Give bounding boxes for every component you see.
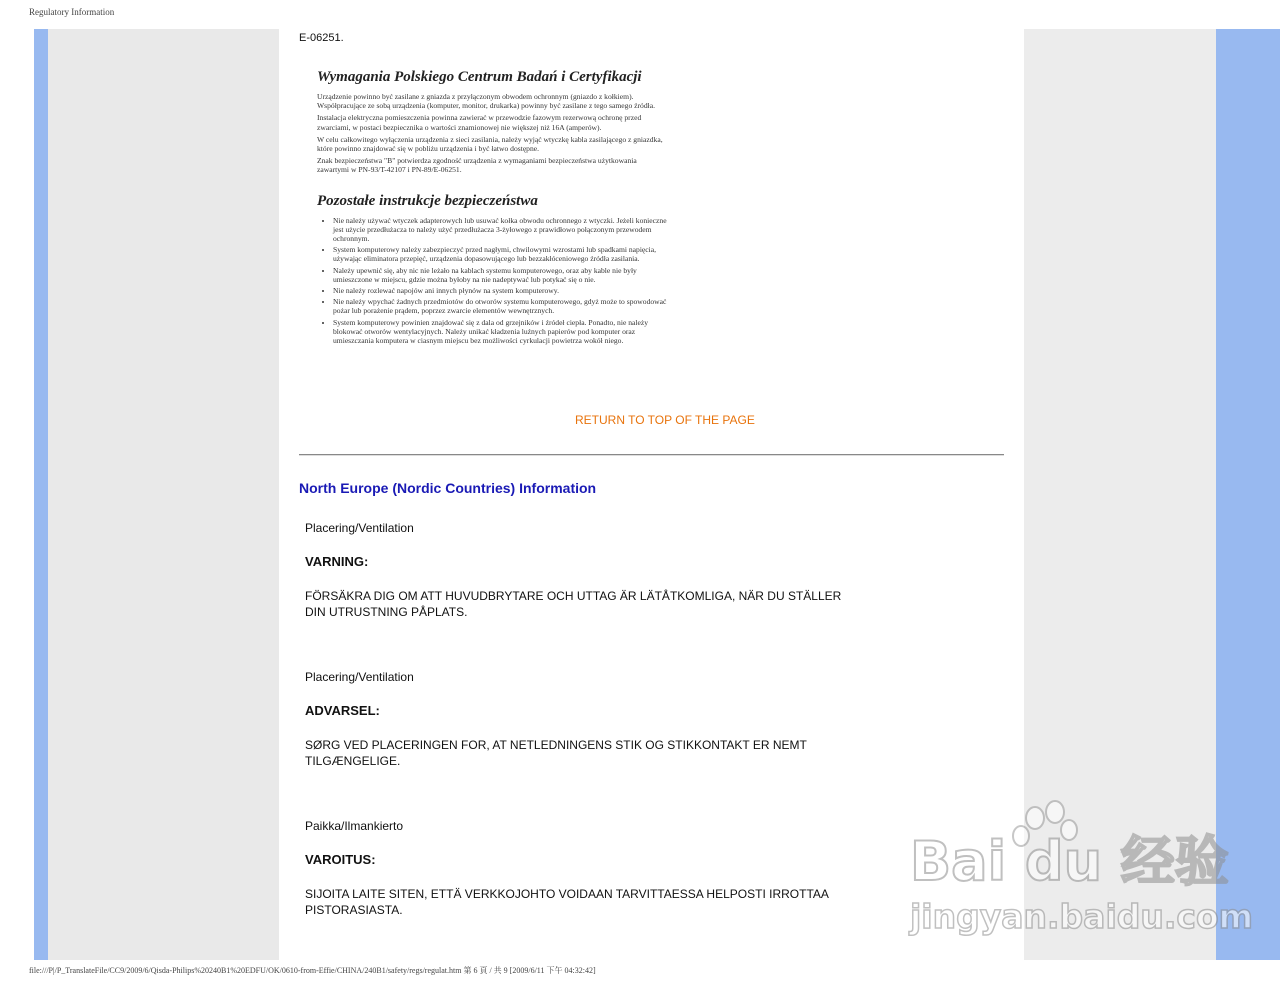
- scan-bullet: • Nie należy rozlewać napojów ani innych płynów na system komputerowy.: [333, 286, 667, 295]
- scan-heading-2: Pozostałe instrukcje bezpieczeństwa: [317, 192, 538, 209]
- right-blue-bar: [1216, 29, 1280, 960]
- warning-heading: ADVARSEL:: [305, 703, 380, 718]
- warning-heading: VARNING:: [305, 554, 369, 569]
- warning-text: SØRG VED PLACERINGEN FOR, AT NETLEDNINGENS STIK OG STIKKONTAKT ER NEMT TILGÆNGELIGE.: [305, 738, 807, 768]
- scan-bullet: • Nie należy wpychać żadnych przedmiotów do otworów systemu komputerowego, gdyż może to spowodować pożar lub porażenie prądem, poprzez zwarcie elementów wewnętrznych.: [333, 297, 667, 315]
- warning-text: FÖRSÄKRA DIG OM ATT HUVUDBRYTARE OCH UTTAG ÄR LÄTÅTKOMLIGA, NÄR DU STÄLLER DIN UTRUSTNING PÅPLATS.: [305, 589, 842, 619]
- horizontal-divider: [299, 454, 1004, 456]
- scan-heading-1: Wymagania Polskiego Centrum Badań i Certyfikacji: [317, 69, 642, 85]
- print-footer: file:///P|/P_TranslateFile/CC9/2009/6/Qisda-Philips%20240B1%20EDFU/OK/0610-from-Effie/CHINA/240B1/safety/regs/regulat.htm 第 6 頁 / 共 9 [2009/6/11 下午 04:32:42]: [29, 966, 596, 975]
- scan-paragraph: Instalacja elektryczna pomieszczenia powinna zawierać w przewodzie fazowym rezerwową ochronę przed zwarciami, w postaci bezpiecznika o wartości znamionowej nie większej niż 16A (amperów).: [317, 113, 642, 132]
- scan-bullet: • System komputerowy należy zabezpieczyć przed nagłymi, chwilowymi wzrostami lub spadkami napięcia, używając eliminatora przepięć, urządzenia dopasowującego lub bezzakłóceniowego źródła zasilania.: [333, 245, 667, 263]
- scan-bullet: • Należy upewnić się, aby nic nie leżało na kablach systemu komputerowego, oraz aby kable nie były umieszczone w miejscu, gdzie można byłoby na nie nadeptywać lub potykać się o nie.: [333, 266, 667, 284]
- scan-paragraph: Znak bezpieczeństwa "B" potwierdza zgodność urządzenia z wymaganiami bezpieczeństwa użytkowania zawartymi w PN-93/T-42107 i PN-89/E-06251.: [317, 156, 637, 175]
- reference-text: E-06251.: [299, 32, 344, 44]
- scan-bullet-list: [317, 216, 667, 346]
- watermark-brand: Bai du 经验: [910, 830, 1229, 893]
- scan-bullet: • Nie należy używać wtyczek adapterowych lub usuwać kołka obwodu ochronnego z wtyczki. Jeżeli konieczne jest użycie przedłużacza to należy użyć przedłużacza 3-żyłowego z prawidłowo połączonym przewodem ochronnym.: [333, 216, 667, 244]
- scan-paragraph: Urządzenie powinno być zasilane z gniazda z przyłączonym obwodem ochronnym (gniazdo z kołkiem). Współpracujące ze sobą urządzenia (komputer, monitor, drukarka) powinny być zasilane z tego samego źródła.: [317, 92, 656, 111]
- watermark-url: jingyan.baidu.com: [910, 897, 1254, 936]
- return-to-top-link[interactable]: RETURN TO TOP OF THE PAGE: [575, 413, 755, 427]
- scan-paragraph: W celu całkowitego wyłączenia urządzenia z sieci zasilania, należy wyjąć wtyczkę kabla zasilającego z gniazdka, które powinno znajdować się w pobliżu urządzenia i być łatwo dostępne.: [317, 134, 663, 154]
- polish-certification-scan: [317, 69, 667, 347]
- left-blue-bar: [34, 29, 48, 960]
- placement-label: Placering/Ventilation: [305, 521, 414, 535]
- scan-bullet: • System komputerowy powinien znajdować się z dala od grzejników i źródeł ciepła. Ponadto, nie należy blokować otworów wentylacyjnych. Należy unikać kładzenia luźnych papierów pod komputer oraz umieszczania komputera w ciasnym miejscu bez możliwości cyrkulacji powietrza wokół niego.: [333, 318, 667, 346]
- baidu-watermark-logo: [905, 800, 1254, 940]
- warning-heading: VAROITUS:: [305, 852, 376, 867]
- print-header: Regulatory Information: [29, 7, 115, 17]
- warning-text: SIJOITA LAITE SITEN, ETTÄ VERKKOJOHTO VOIDAAN TARVITTAESSA HELPOSTI IRROTTAA PISTORASIASTA.: [305, 887, 829, 917]
- nordic-section-title: North Europe (Nordic Countries) Information: [299, 480, 597, 496]
- placement-label: Placering/Ventilation: [305, 670, 414, 684]
- placement-label: Paikka/Ilmankierto: [305, 819, 404, 833]
